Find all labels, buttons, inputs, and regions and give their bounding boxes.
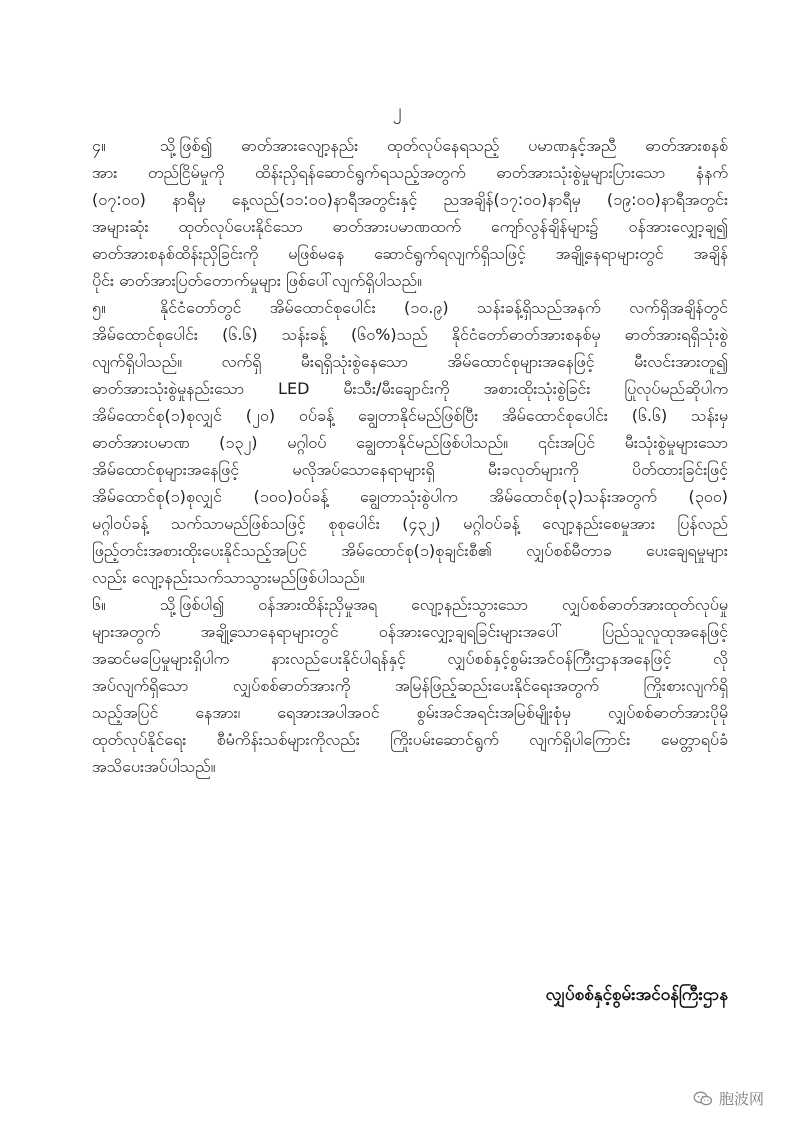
paragraph-6 bbox=[92, 591, 728, 780]
paragraph-line: အဆင်မပြေမှုများရှိပါက နားလည်ပေးနိုင်ပါရန်နှင့် လျှပ်စစ်နှင့်စွမ်းအင်ဝန်ကြီးဌာနအနေဖြင့် လို bbox=[92, 649, 728, 668]
paragraph-line: မဂ္ဂါဝပ်ခန့် သက်သာမည်ဖြစ်သဖြင့် စုစုပေါင်း (၄၃၂) မဂ္ဂါဝပ်ခန့် လျော့နည်းစေမှုအား ပြန်လည် bbox=[92, 514, 728, 533]
paragraph-line: ၄။ သို့ဖြစ်၍ ဓာတ်အားလျော့နည်း ထုတ်လုပ်နေရသည့် ပမာဏနှင့်အညီ ဓာတ်အားစနစ် bbox=[92, 132, 728, 159]
wechat-icon bbox=[693, 1091, 713, 1107]
paragraph-line: အိမ်ထောင်စု(၁)စုလျှင် (၁၀၀)ဝပ်ခန့် ချွေတာသုံးစွဲပါက အိမ်ထောင်စု(၃)သန်းအတွက် (၃၀၀) bbox=[92, 487, 728, 506]
ministry-signature: လျှပ်စစ်နှင့်စွမ်းအင်ဝန်ကြီးဌာန bbox=[545, 985, 728, 1005]
paragraph-line: (၀၇:၀၀) နာရီမှ နေ့လည်(၁၁:၀၀)နာရီအတွင်းနှင့် ညအချိန်(၁၇:၀၀)နာရီမှ (၁၉:၀၀)နာရီအတွင်း bbox=[92, 190, 728, 209]
paragraph-line: အသိပေးအပ်ပါသည်။ bbox=[92, 757, 216, 776]
paragraph-line: ၅။ နိုင်ငံတော်တွင် အိမ်ထောင်စုပေါင်း (၁၀.၉) သန်းခန့်ရှိသည်အနက် လက်ရှိအချိန်တွင် bbox=[92, 294, 728, 321]
paragraph-line: ဓာတ်အားစနစ်ထိန်းညှိခြင်းကို မဖြစ်မနေ ဆောင်ရွက်ရလျက်ရှိသဖြင့် အချို့နေရာများတွင် အချိန် bbox=[92, 244, 728, 263]
paragraph-line: အိမ်ထောင်စုပေါင်း (၆.၆) သန်းခန့် (၆၀%)သည် နိုင်ငံတော်ဓာတ်အားစနစ်မှ ဓာတ်အားရရှိသုံးစွဲ bbox=[92, 325, 728, 344]
paragraph-line: ဖြည့်တင်းအစားထိုးပေးနိုင်သည့်အပြင် အိမ်ထောင်စု(၁)စုချင်းစီ၏ လျှပ်စစ်မီတာခ ပေးချေရမှုများ bbox=[92, 541, 728, 560]
paragraph-line: ထုတ်လုပ်နိုင်ရေး စီမံကိန်းသစ်များကိုလည်း ကြိုးပမ်းဆောင်ရွက် လျက်ရှိပါကြောင်း မေတ္တာရပ်ခံ bbox=[92, 730, 728, 749]
paragraph-line: အိမ်ထောင်စုများအနေဖြင့် မလိုအပ်သောနေရာများရှိ မီးခလုတ်များကို ပိတ်ထားခြင်းဖြင့် bbox=[92, 460, 728, 479]
paragraph-line: အများဆုံး ထုတ်လုပ်ပေးနိုင်သော ဓာတ်အားပမာဏထက် ကျော်လွန်ချိန်များ၌ ဝန်အားလျှော့ချ၍ bbox=[92, 217, 728, 236]
paragraph-line: များအတွက် အချို့သောနေရာများတွင် ဝန်အားလျှော့ချရခြင်းများအပေါ် ပြည်သူလူထုအနေဖြင့် bbox=[92, 622, 728, 641]
paragraph-line: ပိုင်း ဓာတ်အားပြတ်တောက်မှုများ ဖြစ်ပေါ်လျက်ရှိပါသည်။ bbox=[92, 271, 422, 290]
watermark bbox=[693, 1088, 764, 1109]
paragraph-line: ၆။ သို့ဖြစ်ပါ၍ ဝန်အားထိန်းညှိမှုအရ လျော့နည်းသွားသော လျှပ်စစ်ဓာတ်အားထုတ်လုပ်မှု bbox=[92, 591, 728, 618]
paragraph-line: လည်း လျော့နည်းသက်သာသွားမည်ဖြစ်ပါသည်။ bbox=[92, 568, 365, 587]
paragraph-number: ၅။ bbox=[92, 298, 106, 317]
paragraph-line: အိမ်ထောင်စု(၁)စုလျှင် (၂၀) ဝပ်ခန့် ချွေတာနိုင်မည်ဖြစ်ပြီး အိမ်ထောင်စုပေါင်း (၆.၆) သန်းမှ bbox=[92, 406, 728, 425]
paragraph-line: လျက်ရှိပါသည်။ လက်ရှိ မီးရရှိသုံးစွဲနေသော အိမ်ထောင်စုများအနေဖြင့် မီးလင်းအားတူ၍ bbox=[92, 352, 728, 371]
paragraph-line: သည့်အပြင် နေအား၊ ရေအားအပါအဝင် စွမ်းအင်အရင်းအမြစ်မျိုးစုံမှ လျှပ်စစ်ဓာတ်အားပိုမို bbox=[92, 703, 728, 722]
paragraph-line: ဓာတ်အားသုံးစွဲမှုနည်းသော LED မီးသီး/မီးချောင်းကို အစားထိုးသုံးစွဲခြင်း ပြုလုပ်မည်ဆိုပါက bbox=[92, 379, 728, 398]
paragraph-number: ၆။ bbox=[92, 595, 106, 614]
paragraph-line: ဓာတ်အားပမာဏ (၁၃၂) မဂ္ဂါဝပ် ချွေတာနိုင်မည်ဖြစ်ပါသည်။ ၎င်းအပြင် မီးသုံးစွဲမှုများသော bbox=[92, 433, 728, 452]
watermark-text: 胞波网 bbox=[718, 1090, 764, 1108]
paragraph-5 bbox=[92, 294, 728, 591]
page-number: ၂ bbox=[392, 100, 402, 121]
paragraph-4 bbox=[92, 132, 728, 294]
paragraph-line: အပ်လျက်ရှိသော လျှပ်စစ်ဓာတ်အားကို အမြန်ဖြည့်ဆည်းပေးနိုင်ရေးအတွက် ကြိုးစားလျက်ရှိ bbox=[92, 676, 728, 695]
paragraph-number: ၄။ bbox=[92, 136, 106, 155]
paragraph-line: အား တည်ငြိမ်မှုကို ထိန်းညှိရန်ဆောင်ရွက်ရသည့်အတွက် ဓာတ်အားသုံးစွဲမှုများပြားသော နံနက် bbox=[92, 163, 728, 182]
